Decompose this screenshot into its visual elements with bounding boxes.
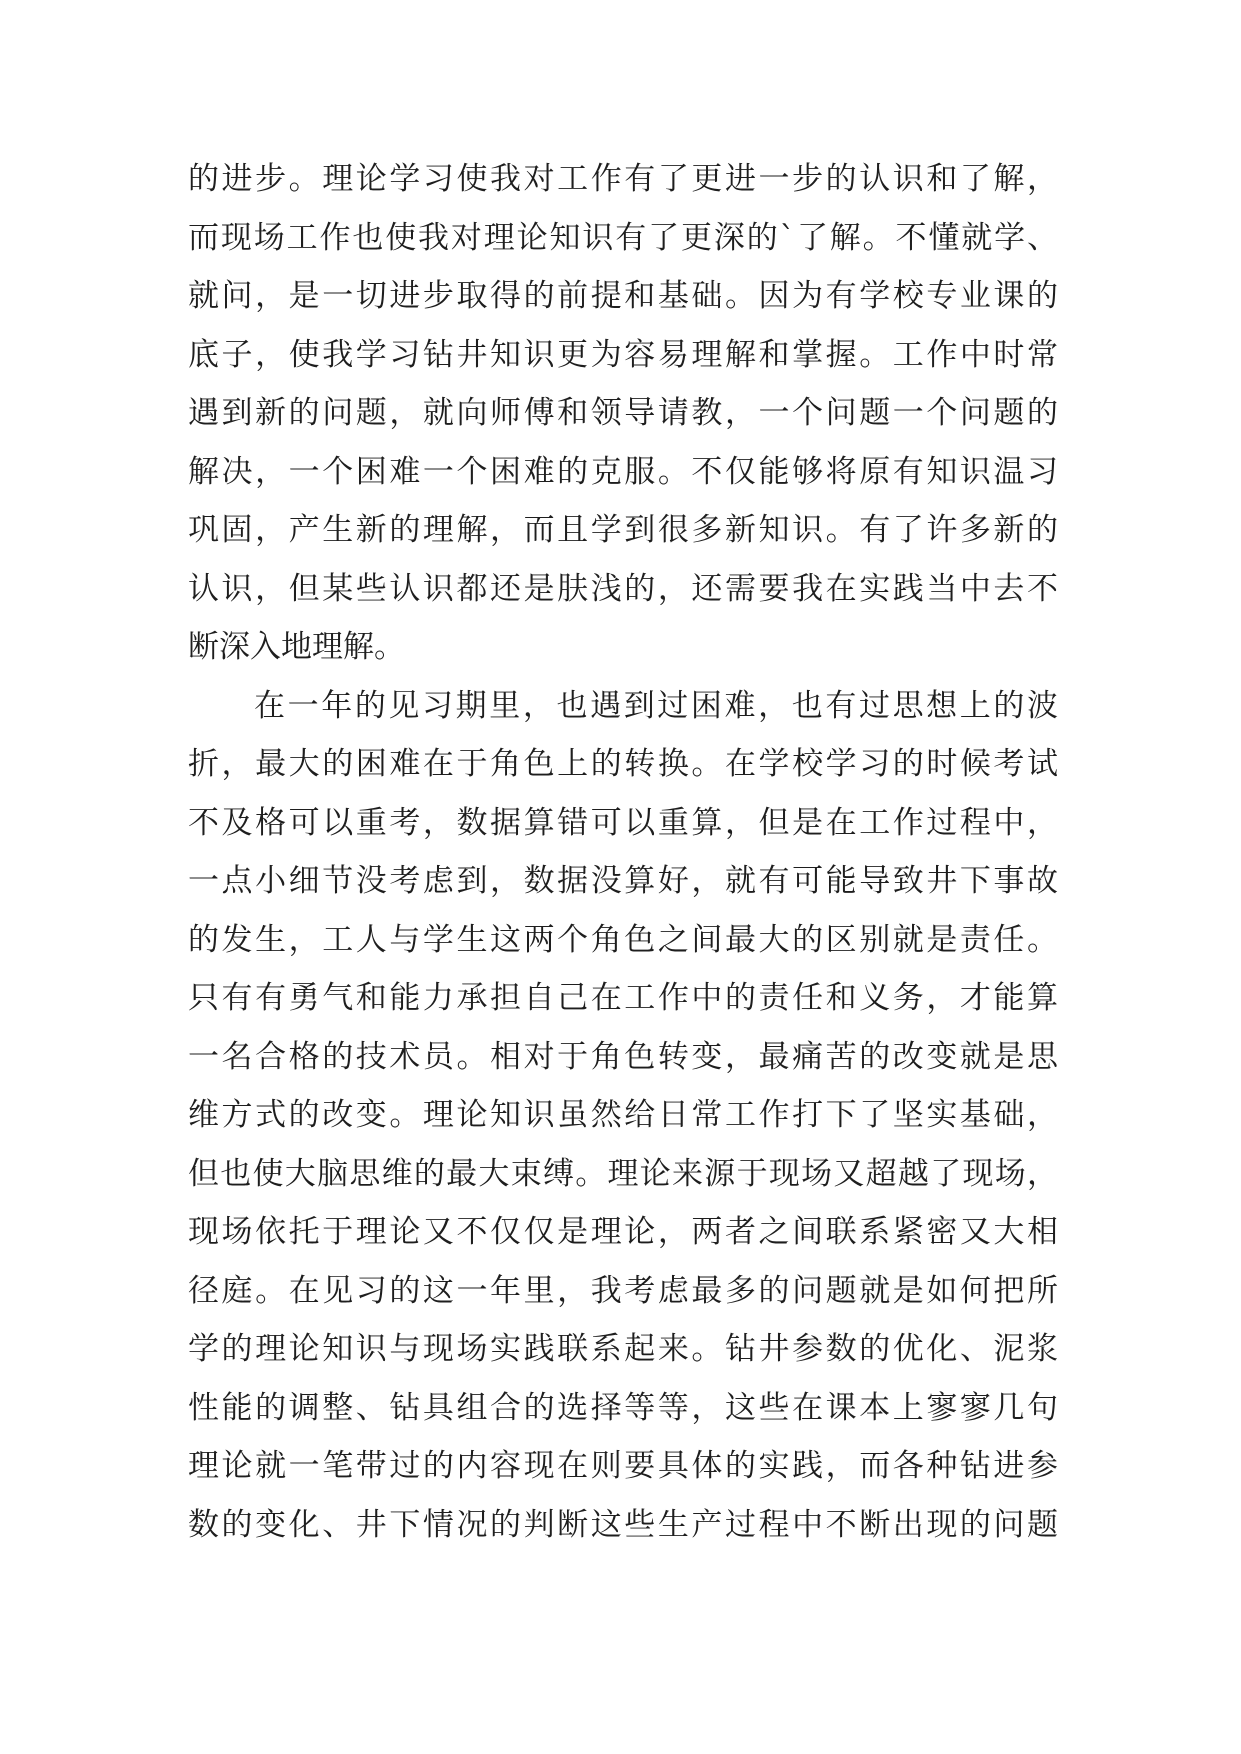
text-line: 现场依托于理论又不仅仅是理论，两者之间联系紧密又大相 [188,1214,1058,1250]
text-line: 只有有勇气和能力承担自己在工作中的责任和义务，才能算 [188,980,1058,1016]
paragraph-2 [188,677,1058,1555]
text-line: 理论就一笔带过的内容现在则要具体的实践，而各种钻进参 [188,1448,1058,1484]
text-line: 解决，一个困难一个困难的克服。不仅能够将原有知识温习 [188,453,1058,490]
body-text [188,150,1058,1554]
text-line: 的发生，工人与学生这两个角色之间最大的区别就是责任。 [188,921,1058,958]
text-line: 认识，但某些认识都还是肤浅的，还需要我在实践当中去不 [188,570,1058,607]
text-line: 维方式的改变。理论知识虽然给日常工作打下了坚实基础， [188,1097,1058,1133]
text-line: 遇到新的问题，就向师傅和领导请教，一个问题一个问题的 [188,395,1058,431]
text-line: 在一年的见习期里，也遇到过困难，也有过思想上的波 [254,687,1058,724]
text-line: 断深入地理解。 [188,629,405,665]
text-line: 不及格可以重考，数据算错可以重算，但是在工作过程中， [188,804,1058,841]
text-line: 而现场工作也使我对理论知识有了更深的`了解。不懂就学、 [188,219,1058,256]
text-line: 一点小细节没考虑到，数据没算好，就有可能导致井下事故 [188,863,1058,899]
text-line: 但也使大脑思维的最大束缚。理论来源于现场又超越了现场， [188,1155,1058,1192]
text-line: 折，最大的困难在于角色上的转换。在学校学习的时候考试 [188,746,1058,782]
text-line: 数的变化、井下情况的判断这些生产过程中不断出现的问题 [188,1506,1058,1543]
text-line: 的进步。理论学习使我对工作有了更进一步的认识和了解， [188,161,1058,197]
text-line: 巩固，产生新的理解，而且学到很多新知识。有了许多新的 [188,512,1058,548]
text-line: 径庭。在见习的这一年里，我考虑最多的问题就是如何把所 [188,1272,1058,1309]
text-line: 一名合格的技术员。相对于角色转变，最痛苦的改变就是思 [188,1038,1058,1075]
text-line: 学的理论知识与现场实践联系起来。钻井参数的优化、泥浆 [188,1331,1058,1367]
text-line: 就问，是一切进步取得的前提和基础。因为有学校专业课的 [188,278,1058,314]
text-line: 性能的调整、钻具组合的选择等等，这些在课本上寥寥几句 [188,1389,1058,1426]
text-line: 底子，使我学习钻井知识更为容易理解和掌握。工作中时常 [188,336,1058,373]
paragraph-1 [188,150,1058,677]
